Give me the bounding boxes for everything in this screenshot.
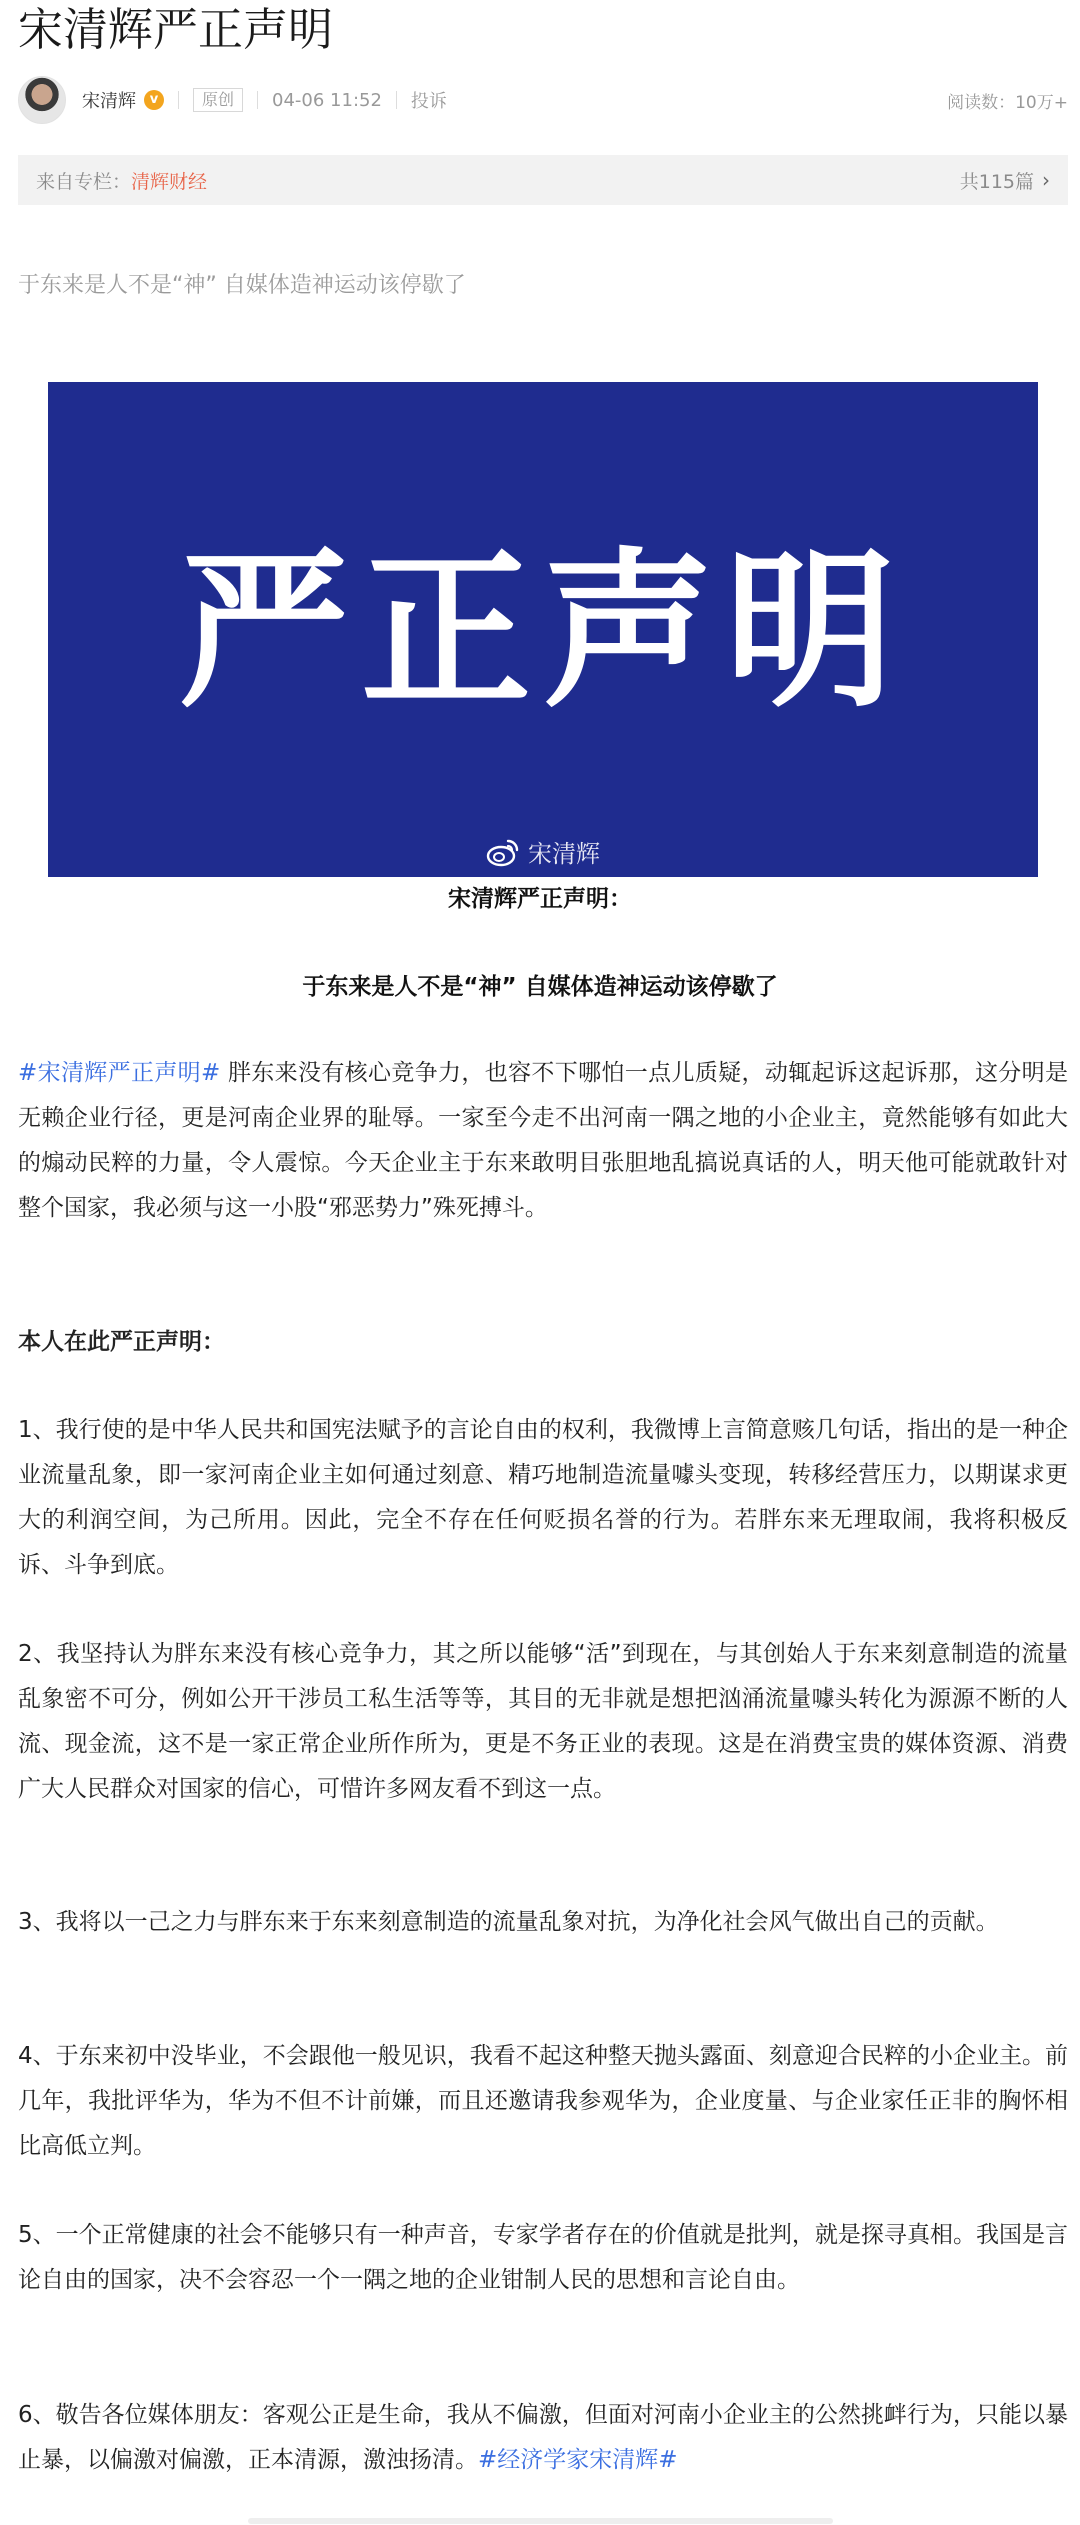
point-1: 1、我行使的是中华人民共和国宪法赋予的言论自由的权利，我微博上言简意赅几句话，指出的是一种企业流量乱象，即一家河南企业主如何通过刻意、精巧地制造流量噱头变现，转移经营压力，以期谋求更大的利润空间，为己所用。因此，完全不存在任何贬损名誉的行为。若胖东来无理取闹，我将积极反诉、斗争到底。 [18, 1417, 1068, 1578]
banner-watermark [48, 834, 1038, 869]
divider [178, 91, 179, 109]
original-tag: 原创 [193, 88, 243, 112]
article-title: 宋清辉严正声明 [18, 3, 334, 56]
point-4: 4、于东来初中没毕业，不会跟他一般见识，我看不起这种整天抛头露面、刻意迎合民粹的小企业主。前几年，我批评华为，华为不但不计前嫌，而且还邀请我参观华为，企业度量、与企业家任正非的胸怀相比高低立判。 [18, 2043, 1068, 2159]
author-name[interactable]: 宋清辉 [82, 91, 136, 112]
declaration-heading: 本人在此严正声明： [18, 1329, 225, 1355]
column-name-link[interactable]: 清辉财经 [131, 170, 208, 193]
publish-datetime: 04-06 11:52 [272, 89, 382, 111]
chevron-right-icon[interactable]: › [1042, 168, 1050, 192]
divider [396, 91, 397, 109]
point-6-text: 6、敬告各位媒体朋友：客观公正是生命，我从不偏激，但面对河南小企业主的公然挑衅行为，只能以暴止暴，以偏激对偏激，正本清源，激浊扬清。 [18, 2402, 1068, 2473]
column-count[interactable]: 共115篇 [959, 170, 1034, 193]
weibo-icon [486, 837, 520, 867]
hashtag-link[interactable]: #宋清辉严正声明# [18, 1060, 221, 1086]
article-subtitle: 于东来是人不是“神” 自媒体造神运动该停歇了 [18, 273, 466, 298]
verified-badge-icon: v [144, 90, 164, 110]
divider [257, 91, 258, 109]
intro-paragraph [18, 1051, 1068, 1231]
article-meta [18, 70, 1068, 130]
read-count: 阅读数：10万+ [947, 92, 1068, 113]
report-link[interactable]: 投诉 [410, 91, 447, 112]
point-3: 3、我将以一己之力与胖东来于东来刻意制造的流量乱象对抗，为净化社会风气做出自己的贡献。 [18, 1909, 999, 1935]
avatar[interactable] [18, 76, 66, 124]
closing-hashtag-link[interactable]: #经济学家宋清辉# [478, 2447, 678, 2473]
bottom-divider [248, 2518, 833, 2524]
statement-banner-image [48, 382, 1038, 877]
caption-line-1: 宋清辉严正声明： [448, 886, 632, 912]
column-from-label: 来自专栏： [36, 170, 132, 193]
point-5: 5、一个正常健康的社会不能够只有一种声音，专家学者存在的价值就是批判，就是探寻真相。我国是言论自由的国家，决不会容忍一个一隅之地的企业钳制人民的思想和言论自由。 [18, 2222, 1068, 2293]
point-2: 2、我坚持认为胖东来没有核心竞争力，其之所以能够“活”到现在，与其创始人于东来刻意制造的流量乱象密不可分，例如公开干涉员工私生活等等，其目的无非就是想把汹涌流量噱头转化为源源不断的人流、现金流，这不是一家正常企业所作所为，更是不务正业的表现。这是在消费宝贵的媒体资源、消费广大人民群众对国家的信心，可惜许多网友看不到这一点。 [18, 1641, 1068, 1802]
point-6 [18, 2393, 1068, 2483]
banner-watermark-text: 宋清辉 [528, 840, 600, 868]
banner-title: 严正声明 [178, 533, 907, 731]
caption-line-2: 于东来是人不是“神” 自媒体造神运动该停歇了 [302, 974, 778, 1000]
intro-text: 胖东来没有核心竞争力，也容不下哪怕一点儿质疑，动辄起诉这起诉那，这分明是无赖企业行径，更是河南企业界的耻辱。一家至今走不出河南一隅之地的小企业主，竟然能够有如此大的煽动民粹的力量，令人震惊。今天企业主于东来敢明目张胆地乱搞说真话的人，明天他可能就敢针对整个国家，我必须与这一小股“邪恶势力”殊死搏斗。 [18, 1060, 1068, 1221]
column-bar[interactable] [18, 155, 1068, 205]
